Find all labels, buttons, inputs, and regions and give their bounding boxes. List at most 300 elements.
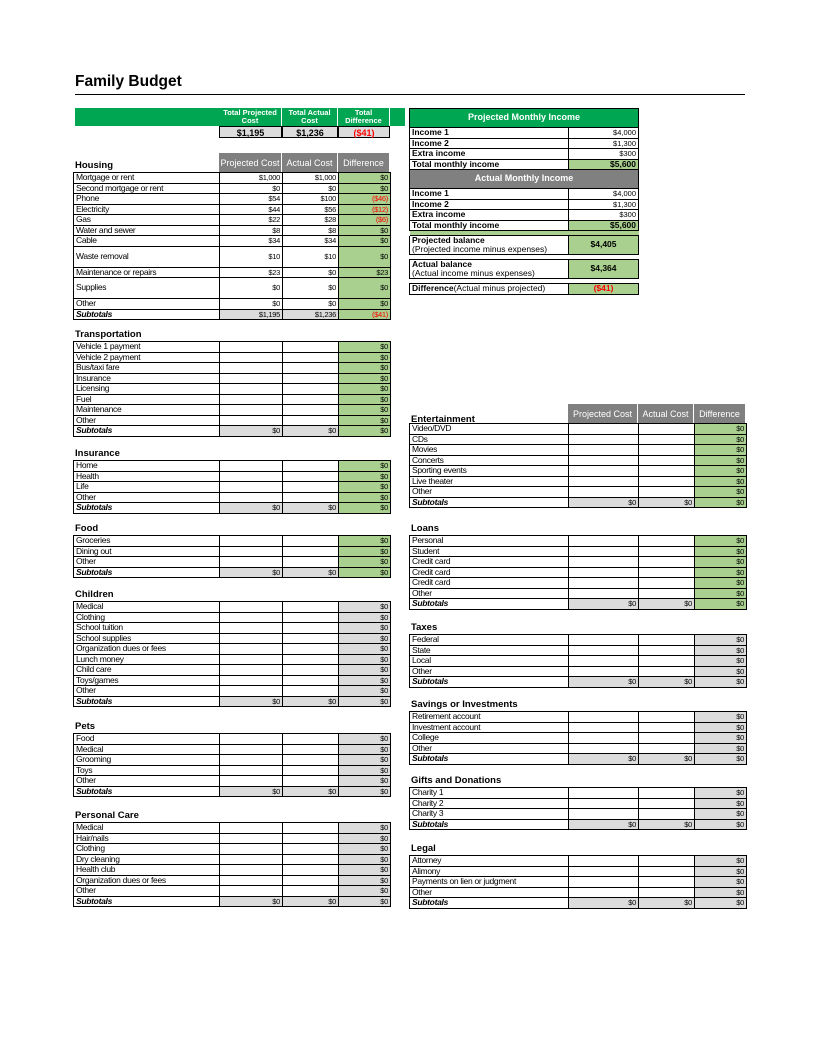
row-label[interactable]: Credit card	[410, 567, 569, 578]
row-label[interactable]: School tuition	[74, 623, 220, 634]
actual-cost-cell[interactable]	[639, 557, 695, 568]
projected-cost-cell[interactable]	[569, 887, 639, 898]
difference-cell: $0	[695, 466, 747, 477]
difference-cell: $0	[339, 734, 391, 745]
section-table-entertainment	[409, 423, 747, 508]
difference-cell: $0	[695, 733, 747, 744]
table-row	[74, 865, 391, 876]
actual-cost-cell[interactable]: $0	[283, 278, 339, 299]
actual-cost-cell[interactable]	[639, 656, 695, 667]
row-label[interactable]: Other	[74, 686, 220, 697]
projected-cost-cell[interactable]	[220, 765, 283, 776]
projected-cost-cell[interactable]	[220, 875, 283, 886]
actual-cost-cell[interactable]	[639, 487, 695, 498]
subtotal-label: Subtotals	[74, 567, 220, 578]
actual-cost-cell[interactable]	[283, 854, 339, 865]
row-label[interactable]: Clothing	[74, 612, 220, 623]
actual-cost-cell[interactable]	[639, 856, 695, 867]
row-label[interactable]: Attorney	[410, 856, 569, 867]
projected-cost-cell[interactable]	[569, 798, 639, 809]
projected-cost-cell[interactable]	[220, 675, 283, 686]
actual-cost-cell[interactable]	[283, 536, 339, 547]
projected-cost-cell[interactable]	[220, 405, 283, 416]
actual-cost-cell[interactable]	[283, 644, 339, 655]
total-difference-header: Total Difference	[338, 108, 390, 126]
actual-cost-cell[interactable]	[283, 602, 339, 613]
actual-cost-cell[interactable]	[639, 712, 695, 723]
projected-cost-cell[interactable]	[569, 866, 639, 877]
difference-cell: ($46)	[339, 194, 391, 205]
row-label[interactable]: Credit card	[410, 557, 569, 568]
row-label[interactable]: Health	[74, 471, 220, 482]
difference-cell: $0	[695, 645, 747, 656]
projected-cost-cell[interactable]	[220, 482, 283, 493]
table-row	[74, 665, 391, 676]
actual-cost-cell[interactable]	[639, 743, 695, 754]
actual-cost-cell[interactable]	[283, 844, 339, 855]
projected-cost-cell[interactable]	[569, 733, 639, 744]
section-title: Food	[75, 523, 99, 534]
row-label[interactable]: Other	[410, 588, 569, 599]
projected-cost-cell[interactable]	[569, 877, 639, 888]
projected-cost-cell[interactable]	[220, 557, 283, 568]
row-label[interactable]: Life	[74, 482, 220, 493]
row-label[interactable]: Toys	[74, 765, 220, 776]
projected-cost-cell[interactable]	[220, 471, 283, 482]
row-label[interactable]: Supplies	[74, 278, 220, 299]
projected-cost-cell[interactable]	[220, 342, 283, 353]
actual-cost-cell[interactable]	[639, 424, 695, 435]
subtotal-projected: $0	[569, 599, 639, 610]
actual-cost-cell[interactable]	[283, 352, 339, 363]
row-label[interactable]: Investment account	[410, 722, 569, 733]
actual-cost-cell[interactable]	[639, 578, 695, 589]
difference-cell: $0	[339, 536, 391, 547]
row-label[interactable]: Other	[410, 487, 569, 498]
projected-cost-cell[interactable]	[220, 415, 283, 426]
projected-cost-cell[interactable]	[220, 492, 283, 503]
actual-cost-cell[interactable]	[639, 466, 695, 477]
projected-cost-cell[interactable]	[569, 635, 639, 646]
actual-cost-cell[interactable]: $10	[283, 246, 339, 267]
row-label[interactable]: College	[410, 733, 569, 744]
actual-cost-cell[interactable]	[639, 722, 695, 733]
projected-cost-cell[interactable]	[569, 487, 639, 498]
projected-cost-cell[interactable]	[569, 455, 639, 466]
actual-cost-cell[interactable]	[283, 546, 339, 557]
actual-cost-cell[interactable]	[283, 415, 339, 426]
income-row	[410, 210, 639, 221]
projected-cost-cell[interactable]	[220, 352, 283, 363]
projected-cost-cell[interactable]: $34	[220, 236, 283, 247]
table-row	[410, 877, 747, 888]
row-label[interactable]: Vehicle 2 payment	[74, 352, 220, 363]
projected-cost-cell[interactable]	[569, 645, 639, 656]
projected-cost-cell[interactable]	[220, 776, 283, 787]
projected-cost-cell[interactable]	[569, 856, 639, 867]
row-label[interactable]: Medical	[74, 602, 220, 613]
actual-cost-cell[interactable]	[639, 445, 695, 456]
projected-cost-cell[interactable]: $0	[220, 278, 283, 299]
income-table	[409, 108, 639, 295]
actual-cost-cell[interactable]	[283, 384, 339, 395]
row-label[interactable]: Toys/games	[74, 675, 220, 686]
row-label[interactable]: Other	[74, 886, 220, 897]
subtotal-difference: $0	[695, 754, 747, 765]
actual-cost-cell[interactable]	[283, 755, 339, 766]
difference-cell: $0	[339, 183, 391, 194]
projected-cost-cell[interactable]	[220, 734, 283, 745]
subtotal-label: Subtotals	[74, 896, 220, 907]
actual-cost-cell[interactable]	[639, 476, 695, 487]
projected-cost-cell[interactable]	[220, 461, 283, 472]
projected-cost-cell[interactable]	[220, 654, 283, 665]
actual-cost-cell[interactable]	[283, 492, 339, 503]
projected-cost-cell[interactable]	[569, 656, 639, 667]
actual-cost-cell[interactable]	[639, 635, 695, 646]
actual-cost-cell[interactable]	[639, 809, 695, 820]
projected-cost-cell[interactable]	[569, 466, 639, 477]
row-label[interactable]: Groceries	[74, 536, 220, 547]
projected-cost-cell[interactable]	[569, 476, 639, 487]
projected-cost-cell[interactable]: $8	[220, 225, 283, 236]
subtotal-projected: $0	[569, 497, 639, 508]
income-value: $4,000	[569, 128, 639, 139]
row-label[interactable]: Bus/taxi fare	[74, 363, 220, 374]
actual-cost-cell[interactable]	[283, 342, 339, 353]
projected-cost-cell[interactable]	[220, 546, 283, 557]
difference-title: Difference	[412, 283, 454, 293]
table-row	[74, 183, 391, 194]
difference-cell: $0	[695, 536, 747, 547]
row-label[interactable]: Other	[410, 743, 569, 754]
projected-cost-cell[interactable]	[220, 602, 283, 613]
projected-cost-cell[interactable]	[220, 633, 283, 644]
projected-cost-cell[interactable]	[220, 363, 283, 374]
actual-cost-cell[interactable]	[283, 865, 339, 876]
difference-cell: $0	[339, 352, 391, 363]
row-label[interactable]: Clothing	[74, 844, 220, 855]
projected-cost-cell[interactable]	[569, 424, 639, 435]
row-label[interactable]: Sporting events	[410, 466, 569, 477]
projected-cost-cell[interactable]: $10	[220, 246, 283, 267]
row-label[interactable]: Grooming	[74, 755, 220, 766]
table-row	[410, 743, 747, 754]
row-label[interactable]: Gas	[74, 215, 220, 226]
row-label[interactable]: Hair/nails	[74, 833, 220, 844]
projected-cost-cell[interactable]	[569, 445, 639, 456]
row-label[interactable]: Electricity	[74, 204, 220, 215]
total-projected-header: Total Projected Cost	[219, 108, 282, 126]
actual-cost-cell[interactable]	[283, 482, 339, 493]
projected-cost-cell[interactable]	[569, 588, 639, 599]
difference-cell: $0	[695, 809, 747, 820]
row-label[interactable]: Lunch money	[74, 654, 220, 665]
row-label[interactable]: Other	[74, 492, 220, 503]
income-row	[410, 220, 639, 231]
table-row	[74, 342, 391, 353]
difference-label	[410, 284, 569, 295]
row-label[interactable]: Other	[410, 666, 569, 677]
actual-cost-cell[interactable]	[283, 734, 339, 745]
difference-cell: $0	[339, 384, 391, 395]
actual-cost-cell[interactable]	[283, 373, 339, 384]
subtotal-row	[410, 754, 747, 765]
projected-cost-cell[interactable]: $22	[220, 215, 283, 226]
row-label[interactable]: Licensing	[74, 384, 220, 395]
row-label[interactable]: Dry cleaning	[74, 854, 220, 865]
row-label[interactable]: Other	[74, 776, 220, 787]
projected-cost-cell[interactable]	[220, 373, 283, 384]
section-title: Savings or Investments	[411, 699, 518, 710]
actual-cost-cell[interactable]	[283, 776, 339, 787]
actual-cost-cell[interactable]	[283, 654, 339, 665]
actual-cost-cell[interactable]	[283, 886, 339, 897]
actual-cost-cell[interactable]	[283, 557, 339, 568]
subtotal-actual: $0	[283, 696, 339, 707]
projected-cost-cell[interactable]	[220, 844, 283, 855]
difference-cell: $23	[339, 267, 391, 278]
difference-cell: $0	[339, 461, 391, 472]
projected-cost-cell[interactable]	[220, 886, 283, 897]
projected-cost-cell[interactable]: $44	[220, 204, 283, 215]
actual-cost-cell[interactable]	[639, 666, 695, 677]
projected-cost-cell[interactable]: $1,000	[220, 173, 283, 184]
row-label[interactable]: Federal	[410, 635, 569, 646]
projected-cost-cell[interactable]: $0	[220, 183, 283, 194]
row-label[interactable]: Health club	[74, 865, 220, 876]
actual-cost-cell[interactable]	[639, 546, 695, 557]
projected-cost-cell[interactable]	[220, 384, 283, 395]
row-label[interactable]: Second mortgage or rent	[74, 183, 220, 194]
table-row	[74, 384, 391, 395]
difference-cell: $0	[339, 765, 391, 776]
actual-cost-cell[interactable]	[283, 461, 339, 472]
actual-cost-cell[interactable]	[639, 567, 695, 578]
actual-cost-cell[interactable]	[639, 588, 695, 599]
actual-cost-cell[interactable]: $56	[283, 204, 339, 215]
actual-cost-cell[interactable]	[639, 645, 695, 656]
row-label[interactable]: Charity 1	[410, 788, 569, 799]
row-label[interactable]: Organization dues or fees	[74, 875, 220, 886]
actual-cost-cell[interactable]	[283, 875, 339, 886]
row-label[interactable]: Organization dues or fees	[74, 644, 220, 655]
actual-cost-cell[interactable]	[283, 665, 339, 676]
actual-cost-cell[interactable]: $0	[283, 183, 339, 194]
row-label[interactable]: Payments on lien or judgment	[410, 877, 569, 888]
subtotal-difference: $0	[339, 426, 391, 437]
row-label[interactable]: Fuel	[74, 394, 220, 405]
row-label[interactable]: Charity 3	[410, 809, 569, 820]
actual-cost-cell[interactable]	[639, 877, 695, 888]
row-label[interactable]: Video/DVD	[410, 424, 569, 435]
actual-cost-cell[interactable]: $8	[283, 225, 339, 236]
subtotal-row	[410, 898, 747, 909]
projected-cost-cell[interactable]	[220, 686, 283, 697]
actual-cost-cell[interactable]	[639, 887, 695, 898]
row-label[interactable]: Other	[74, 557, 220, 568]
actual-cost-cell[interactable]	[639, 798, 695, 809]
projected-cost-cell[interactable]	[569, 557, 639, 568]
projected-cost-cell[interactable]: $23	[220, 267, 283, 278]
projected-cost-cell[interactable]	[220, 744, 283, 755]
difference-cell: $0	[339, 776, 391, 787]
difference-cell: $0	[339, 557, 391, 568]
actual-cost-cell[interactable]	[639, 434, 695, 445]
projected-cost-cell[interactable]	[220, 644, 283, 655]
row-label[interactable]: Maintenance or repairs	[74, 267, 220, 278]
actual-balance-note: (Actual income minus expenses)	[412, 268, 535, 278]
difference-cell: $0	[695, 445, 747, 456]
projected-cost-cell[interactable]	[220, 394, 283, 405]
difference-cell: $0	[695, 588, 747, 599]
row-label[interactable]: Home	[74, 461, 220, 472]
row-label[interactable]: Alimony	[410, 866, 569, 877]
actual-balance-value: $4,364	[569, 260, 639, 279]
row-label[interactable]: Dining out	[74, 546, 220, 557]
difference-header: Difference	[694, 404, 746, 423]
row-label[interactable]: Other	[74, 299, 220, 310]
actual-cost-cell[interactable]	[283, 823, 339, 834]
row-label[interactable]: Personal	[410, 536, 569, 547]
row-label[interactable]: Other	[74, 415, 220, 426]
row-label[interactable]: State	[410, 645, 569, 656]
income-row	[410, 159, 639, 170]
row-label[interactable]: Phone	[74, 194, 220, 205]
table-row	[410, 866, 747, 877]
actual-cost-cell[interactable]	[283, 612, 339, 623]
row-label[interactable]: Water and sewer	[74, 225, 220, 236]
row-label[interactable]: Concerts	[410, 455, 569, 466]
row-label[interactable]: Retirement account	[410, 712, 569, 723]
difference-cell: ($12)	[339, 204, 391, 215]
table-row	[74, 844, 391, 855]
row-label[interactable]: Student	[410, 546, 569, 557]
difference-cell: ($6)	[339, 215, 391, 226]
actual-cost-cell[interactable]	[283, 765, 339, 776]
projected-cost-cell[interactable]	[569, 712, 639, 723]
actual-cost-cell[interactable]	[283, 744, 339, 755]
row-label[interactable]: Credit card	[410, 578, 569, 589]
row-label[interactable]: Child care	[74, 665, 220, 676]
actual-cost-cell[interactable]	[283, 675, 339, 686]
column-header-row	[568, 404, 746, 423]
table-row	[74, 373, 391, 384]
actual-cost-cell[interactable]	[639, 733, 695, 744]
table-row	[410, 487, 747, 498]
actual-cost-cell[interactable]	[283, 623, 339, 634]
actual-cost-cell[interactable]	[283, 686, 339, 697]
projected-cost-cell[interactable]	[220, 612, 283, 623]
actual-cost-cell[interactable]	[283, 394, 339, 405]
projected-cost-cell[interactable]	[220, 823, 283, 834]
projected-cost-cell[interactable]	[220, 536, 283, 547]
actual-cost-cell[interactable]	[639, 455, 695, 466]
row-label[interactable]: School supplies	[74, 633, 220, 644]
actual-cost-cell[interactable]: $0	[283, 267, 339, 278]
projected-cost-cell[interactable]	[220, 854, 283, 865]
difference-cell: $0	[695, 722, 747, 733]
income-row	[410, 149, 639, 160]
projected-cost-cell[interactable]	[569, 666, 639, 677]
projected-cost-cell[interactable]: $0	[220, 299, 283, 310]
actual-cost-cell[interactable]	[639, 788, 695, 799]
projected-cost-cell[interactable]	[569, 434, 639, 445]
projected-cost-cell[interactable]	[569, 567, 639, 578]
subtotal-row	[410, 677, 747, 688]
row-label[interactable]: Other	[410, 887, 569, 898]
actual-cost-cell[interactable]: $100	[283, 194, 339, 205]
row-label[interactable]: Vehicle 1 payment	[74, 342, 220, 353]
row-label[interactable]: Food	[74, 734, 220, 745]
table-row	[74, 823, 391, 834]
projected-cost-cell[interactable]	[569, 788, 639, 799]
row-label[interactable]: Cable	[74, 236, 220, 247]
subtotal-row	[74, 309, 391, 320]
subtotal-projected: $0	[220, 696, 283, 707]
actual-income-header: Actual Monthly Income	[410, 170, 639, 189]
projected-cost-cell[interactable]	[220, 865, 283, 876]
projected-cost-header: Projected Cost	[568, 404, 638, 423]
section-table-taxes	[409, 634, 747, 688]
row-label[interactable]: Charity 2	[410, 798, 569, 809]
difference-cell: $0	[339, 744, 391, 755]
row-label[interactable]: Insurance	[74, 373, 220, 384]
actual-cost-cell[interactable]	[283, 471, 339, 482]
projected-cost-cell[interactable]	[569, 722, 639, 733]
actual-cost-cell[interactable]	[283, 405, 339, 416]
row-label[interactable]: Movies	[410, 445, 569, 456]
projected-cost-cell[interactable]: $54	[220, 194, 283, 205]
projected-cost-cell[interactable]	[220, 623, 283, 634]
subtotal-row	[74, 567, 391, 578]
table-row	[410, 666, 747, 677]
projected-cost-cell[interactable]	[569, 578, 639, 589]
actual-cost-cell[interactable]	[283, 633, 339, 644]
row-label[interactable]: Waste removal	[74, 246, 220, 267]
actual-cost-cell[interactable]	[639, 536, 695, 547]
table-row	[410, 809, 747, 820]
projected-cost-cell[interactable]	[220, 833, 283, 844]
row-label[interactable]: Live theater	[410, 476, 569, 487]
row-label[interactable]: CDs	[410, 434, 569, 445]
projected-cost-cell[interactable]	[220, 755, 283, 766]
actual-cost-cell[interactable]	[283, 833, 339, 844]
table-row	[410, 424, 747, 435]
projected-cost-cell[interactable]	[569, 536, 639, 547]
table-row	[74, 623, 391, 634]
actual-cost-cell[interactable]	[639, 866, 695, 877]
row-label[interactable]: Mortgage or rent	[74, 173, 220, 184]
subtotal-label: Subtotals	[74, 786, 220, 797]
actual-cost-cell[interactable]: $1,000	[283, 173, 339, 184]
projected-cost-cell[interactable]	[220, 665, 283, 676]
actual-cost-cell[interactable]	[283, 363, 339, 374]
row-label[interactable]: Maintenance	[74, 405, 220, 416]
difference-cell: $0	[339, 875, 391, 886]
difference-cell: $0	[695, 487, 747, 498]
row-label[interactable]: Local	[410, 656, 569, 667]
projected-cost-cell[interactable]	[569, 546, 639, 557]
projected-cost-cell[interactable]	[569, 809, 639, 820]
actual-cost-cell[interactable]: $34	[283, 236, 339, 247]
actual-cost-cell[interactable]: $28	[283, 215, 339, 226]
section-title: Legal	[411, 843, 436, 854]
row-label[interactable]: Medical	[74, 823, 220, 834]
projected-cost-cell[interactable]	[569, 743, 639, 754]
row-label[interactable]: Medical	[74, 744, 220, 755]
actual-cost-cell[interactable]: $0	[283, 299, 339, 310]
